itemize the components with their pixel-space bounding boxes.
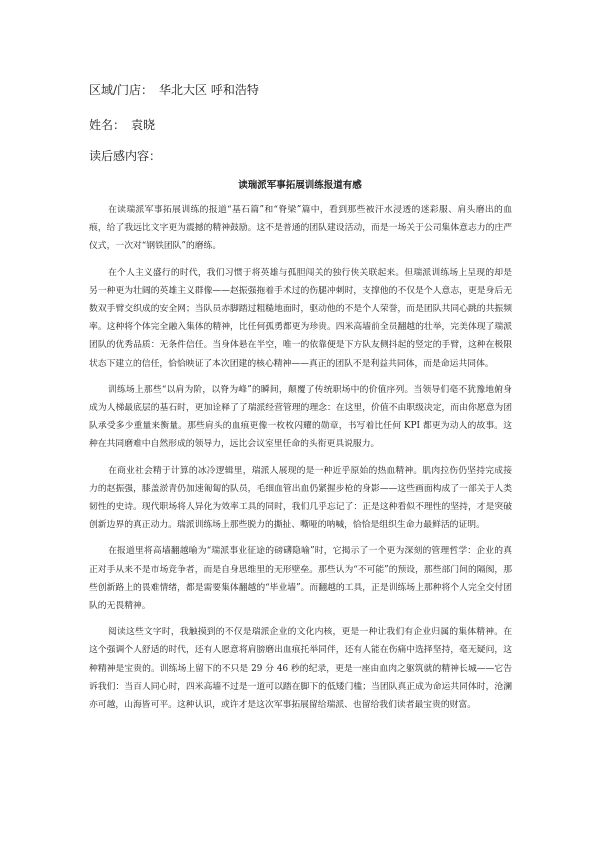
essay-paragraph: 阅读这些文字时，我触摸到的不仅是瑞派企业的文化内核，更是一种让我们有企业归属的集体精神。在这个强调个人舒适的时代，还有人愿意将肩膀磨出血痕托举同伴，还有人能在伤痛中选择坚持，毫无疑问，这种精神是宝贵的。训练场上留下的不只是 29 分 46 秒的纪录，更是一座由血肉之躯筑就的精神长城——它告诉我们：当百人同心时，四米高墙不过是一道可以踏在脚下的低矮门槛；当团队真正成为命运共同体时，沧澜亦可越，山海皆可平。这种认识，或许才是这次军事拓展留给瑞派、也留给我们读者最宝贵的财富。 [89, 627, 512, 711]
content-heading [89, 148, 161, 164]
name-value: 袁晓 [131, 118, 156, 132]
region-store-field [89, 82, 259, 98]
name-field [89, 117, 155, 133]
essay-paragraph: 在个人主义盛行的时代，我们习惯于将英雄与孤胆闯关的独行侠关联起来。但瑞派训练场上呈现的却是另一种更为壮阔的英雄主义群像——赵振强拖着手术过的伤腿冲刺时，支撑他的不仅是个人意志，更是身后无数双手臂交织成的安全网；当队员赤脚踏过粗糙地面时，驱动他的不是个人荣誉，而是团队共同心跳的共振频率。这种将个体完全融入集体的精神，比任何孤勇都更为珍贵。四米高墙前全员翻越的壮举，完美体现了瑞派团队的优秀品质：无条件信任。当身体悬在半空，唯一的依靠便是下方队友侧抖起的竖定的手臂，这种在极限状态下建立的信任，恰恰映证了本次团建的核心精神——真正的团队不是利益共同体，而是命运共同体。 [89, 267, 512, 369]
essay-paragraph: 在报道里将高墙翻越喻为“瑞派事业征途的磅礴隐喻”时，它揭示了一个更为深刻的管理哲学：企业的真正对手从来不是市场竞争者，而是自身思维里的无形壁垒。那些认为“不可能”的预设，那些部门间的隔阂，那些创新路上的畏难情绪，都是需要集体翻越的“毕业墙”。而翻越的工具，正是训练场上那种将个人完全交付团队的无畏精神。 [89, 546, 512, 612]
essay-title: 读瑞派军事拓展训练报道有感 [238, 180, 362, 191]
name-label: 姓名： [89, 118, 126, 132]
region-store-value: 华北大区 呼和浩特 [159, 83, 259, 97]
region-store-label: 区域/门店： [89, 83, 154, 97]
essay-paragraph: 在读瑞派军事拓展训练的报道“基石篇”和“脊梁”篇中，看到那些被汗水浸透的迷彩服、肩头磨出的血痕，给了我远比文字更为震撼的精神鼓励。这不是普通的团队建设活动，而是一场关于公司集体意志力的庄严仪式，一次对“钢铁团队”的磨练。 [89, 205, 512, 252]
content-label: 读后感内容： [89, 149, 162, 163]
essay-paragraph: 训练场上那些“以肩为阶，以脊为峰”的瞬间，颠覆了传统职场中的价值序列。当领导们毫不犹豫地俯身成为人梯最底层的基石时，更加诠释了了瑞派经营管理的理念：在这里，价值不由职级决定，而由你愿意为团队承受多少重量来衡量。那些肩头的血痕更像一枚枚闪耀的勋章，书写着比任何 KPI 都更为动人的故事。这种在共同磨难中自然形成的领导力，远比会议室里任命的头衔更具说服力。 [89, 384, 512, 450]
essay-paragraph: 在商业社会精于计算的冰冷逻辑里，瑞派人展现的是一种近乎原始的热血精神。肌肉拉伤仍坚持完成接力的赵振强，膝盖淤青仍加速匍匐的队员，毛细血管出血仍紧握步枪的身影——这些画面构成了一部关于人类韧性的史诗。现代职场将人异化为效率工具的同时，我们几乎忘记了：正是这种看似不理性的坚持，才是突破创新边界的真正动力。瑞派训练场上那些脱力的撕扯、嘶哑的呐喊，恰恰是组织生命力最鲜活的证明。 [89, 465, 512, 531]
essay-body [89, 201, 512, 722]
